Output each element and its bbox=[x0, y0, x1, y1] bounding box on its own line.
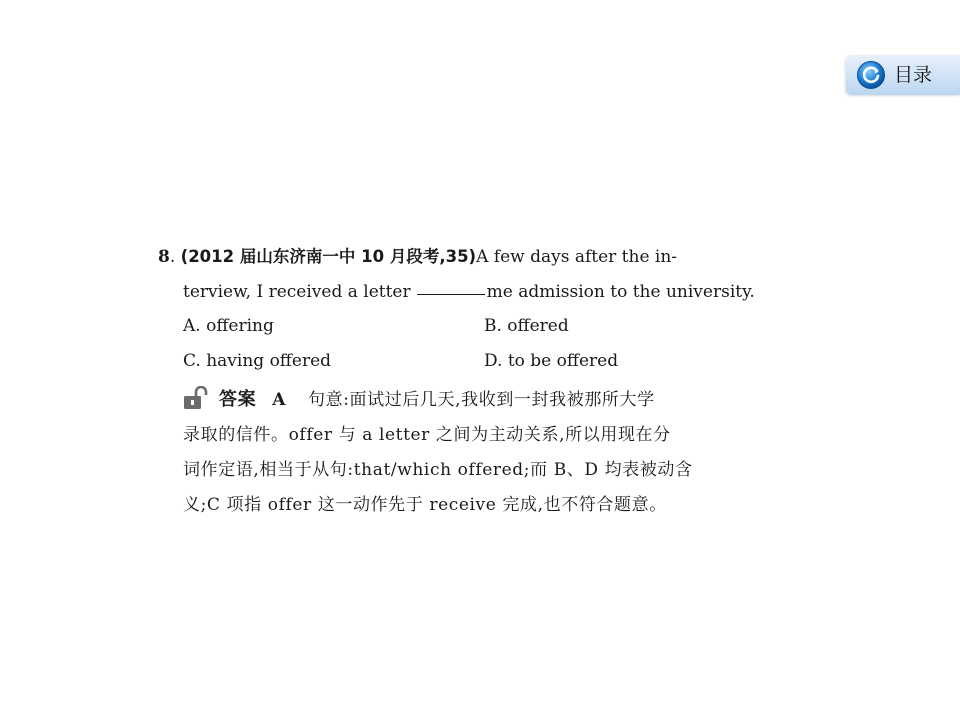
question-stem-line-1: A few days after the in- bbox=[476, 247, 678, 267]
explanation-line-2: 录取的信件。offer 与 a letter 之间为主动关系,所以用现在分 bbox=[183, 425, 671, 445]
explanation-line-3: 词作定语,相当于从句:that/which offered;而 B、D 均表被动含 bbox=[183, 460, 693, 480]
question-source: (2012 届山东济南一中 10 月段考,35) bbox=[180, 247, 477, 266]
answer-line-1 bbox=[183, 382, 808, 418]
unlock-icon bbox=[183, 386, 209, 410]
options-row-1 bbox=[158, 309, 808, 344]
question-stem-before-blank: terview, I received a letter bbox=[183, 281, 411, 302]
option-d: D. to be offered bbox=[484, 350, 619, 371]
answer-heading: 答案 bbox=[219, 389, 257, 410]
option-c: C. having offered bbox=[183, 350, 332, 371]
question-stem-after-blank: me admission to the university. bbox=[486, 281, 755, 302]
answer-blank bbox=[417, 293, 485, 295]
question-number: 8 bbox=[158, 247, 170, 267]
question-number-dot: . bbox=[169, 247, 176, 267]
answer-block bbox=[158, 382, 808, 523]
question-line-1 bbox=[158, 240, 808, 275]
question-block bbox=[158, 240, 808, 523]
answer-letter: A bbox=[272, 390, 286, 410]
toc-button[interactable] bbox=[846, 55, 960, 95]
question-line-2 bbox=[158, 275, 808, 310]
option-a: A. offering bbox=[183, 316, 274, 336]
explanation-line-1: 句意:面试过后几天,我收到一封我被那所大学 bbox=[308, 390, 655, 410]
refresh-circle-icon bbox=[856, 60, 886, 90]
options-row-2 bbox=[158, 344, 808, 379]
toc-label: 目录 bbox=[894, 64, 933, 86]
explanation-line-4: 义;C 项指 offer 这一动作先于 receive 完成,也不符合题意。 bbox=[183, 495, 667, 515]
option-b: B. offered bbox=[484, 316, 569, 336]
